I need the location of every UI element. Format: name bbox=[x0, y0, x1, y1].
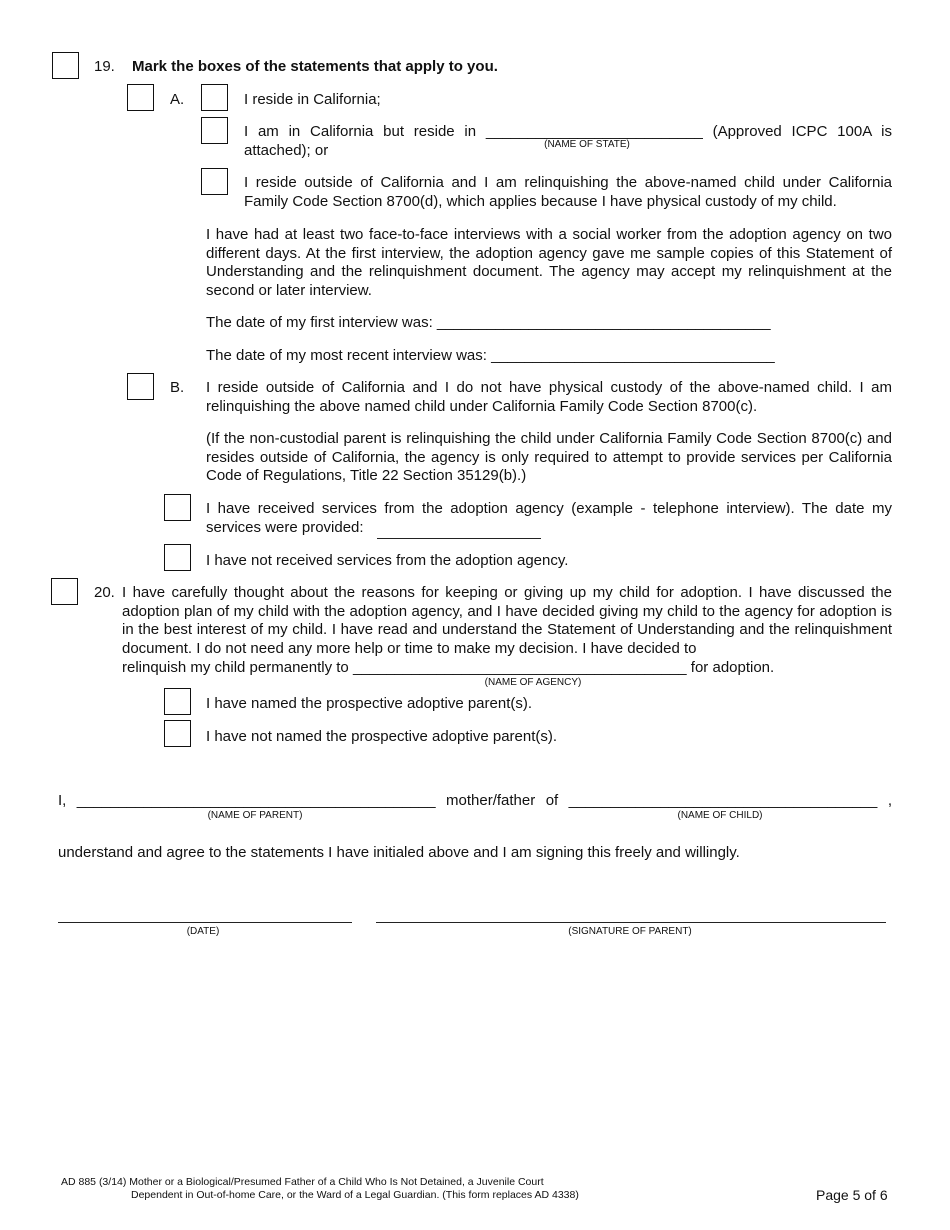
reside-other-state-checkbox[interactable] bbox=[201, 117, 228, 144]
services-not-received-text: I have not received services from the adoption agency. bbox=[206, 552, 569, 569]
signature-line[interactable] bbox=[376, 922, 886, 923]
named-parents-checkbox[interactable] bbox=[164, 688, 191, 715]
name-of-state-caption: (NAME OF STATE) bbox=[544, 139, 630, 150]
form-footer-line1: AD 885 (3/14) Mother or a Biological/Presumed Father of a Child Who Is Not Detained, a Juvenile Court bbox=[61, 1176, 544, 1188]
item19a-checkbox[interactable] bbox=[127, 84, 154, 111]
interviews-paragraph: I have had at least two face-to-face interviews with a social worker from the adoption agency on two different days. At the first interview, the adoption agency gave me sample copies of this Statement of Understanding and the relinquishment document. The agency may accept my relinquishment at the second or later interview. bbox=[206, 226, 892, 299]
no-custody-text: I reside outside of California and I do not have physical custody of the above-named child. I am relinquishing the above named child under California Family Code Section 8700(c). bbox=[206, 379, 892, 415]
reside-california-checkbox[interactable] bbox=[201, 84, 228, 111]
date-caption: (DATE) bbox=[186, 926, 220, 937]
date-line[interactable] bbox=[58, 922, 352, 923]
form-footer-line2: Dependent in Out-of-home Care, or the Ward of a Legal Guardian. (This form replaces AD 4338) bbox=[131, 1189, 579, 1201]
agency-name-field[interactable]: relinquish my child permanently to ________________________________________ for adoption. bbox=[122, 659, 775, 676]
item20-number: 20. bbox=[94, 584, 115, 601]
item20-body: I have carefully thought about the reasons for keeping or giving up my child for adoption. I have discussed the adoption plan of my child with the adoption agency, and I have decided giving my child to the agency for adoption is in the best interest of my child. I have read and understand the Statement of Understanding and the relinquishment document. I do not need any more help or time to make my decision. I have decided to bbox=[122, 584, 892, 657]
item20-initial-box[interactable] bbox=[51, 578, 78, 605]
parent-child-name-line[interactable]: I, ___________________________________________ mother/father of _____________________________________ , bbox=[58, 792, 892, 809]
item19b-label: B. bbox=[170, 379, 185, 396]
services-received-text: I have received services from the adoption agency (example - telephone interview). The date my bbox=[206, 500, 892, 517]
named-parents-text: I have named the prospective adoptive parent(s). bbox=[206, 695, 533, 712]
services-date-line[interactable] bbox=[377, 538, 541, 539]
services-received-text-2: services were provided: bbox=[206, 519, 364, 536]
reside-other-state-text-2: attached); or bbox=[244, 142, 329, 159]
page-number: Page 5 of 6 bbox=[816, 1187, 888, 1203]
not-named-parents-text: I have not named the prospective adoptive parent(s). bbox=[206, 728, 558, 745]
item19-number: 19. bbox=[94, 58, 115, 75]
recent-interview-date-field[interactable]: The date of my most recent interview was: __________________________________ bbox=[206, 347, 775, 364]
not-named-parents-checkbox[interactable] bbox=[164, 720, 191, 747]
reside-other-state-text: I am in California but reside in __________________________ (Approved ICPC 100A is bbox=[244, 123, 892, 140]
item19b-checkbox[interactable] bbox=[127, 373, 154, 400]
first-interview-date-field[interactable]: The date of my first interview was: ________________________________________ bbox=[206, 314, 771, 331]
name-of-parent-caption: (NAME OF PARENT) bbox=[207, 810, 303, 821]
services-not-received-checkbox[interactable] bbox=[164, 544, 191, 571]
name-of-child-caption: (NAME OF CHILD) bbox=[677, 810, 763, 821]
non-custodial-note: (If the non-custodial parent is relinquishing the child under California Family Code Section 8700(c) and resides outside of California, the agency is only required to attempt to provide services per California Code of Regulations, Title 22 Section 35129(b).) bbox=[206, 430, 892, 485]
services-received-checkbox[interactable] bbox=[164, 494, 191, 521]
item19a-label: A. bbox=[170, 91, 185, 108]
reside-outside-custody-text: I reside outside of California and I am relinquishing the above-named child under California Family Code Section 8700(d), which applies because I have physical custody of my child. bbox=[244, 174, 892, 210]
agreement-statement: understand and agree to the statements I have initialed above and I am signing this freely and willingly. bbox=[58, 844, 740, 861]
item19-heading: Mark the boxes of the statements that apply to you. bbox=[132, 58, 498, 75]
reside-outside-custody-checkbox[interactable] bbox=[201, 168, 228, 195]
reside-california-text: I reside in California; bbox=[244, 91, 381, 108]
signature-caption: (SIGNATURE OF PARENT) bbox=[568, 926, 692, 937]
item19-initial-box[interactable] bbox=[52, 52, 79, 79]
name-of-agency-caption: (NAME OF AGENCY) bbox=[484, 677, 582, 688]
